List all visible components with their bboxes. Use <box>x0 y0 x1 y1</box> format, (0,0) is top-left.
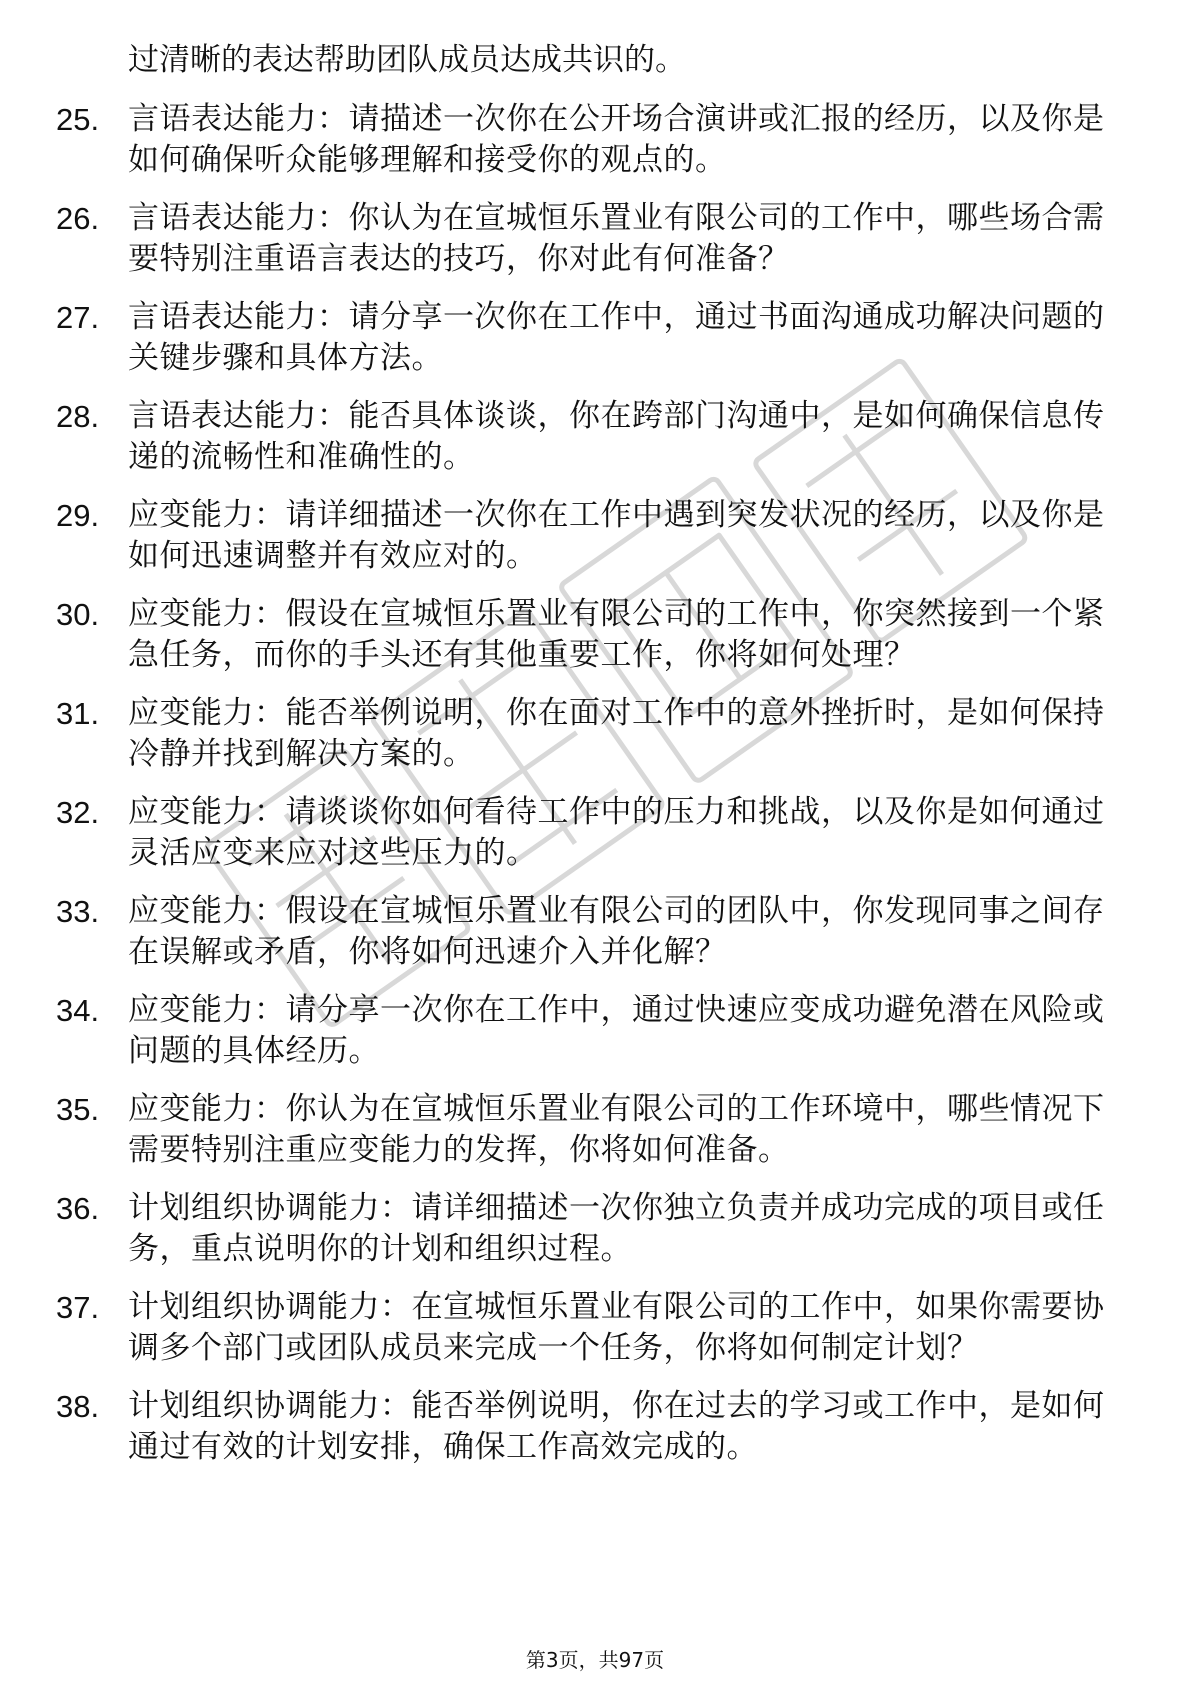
question-item <box>56 693 1126 775</box>
question-text: 应变能力：你认为在宣城恒乐置业有限公司的工作环境中，哪些情况下需要特别注重应变能力的发挥，你将如何准备。 <box>128 1091 1105 1168</box>
question-text: 计划组织协调能力：请详细描述一次你独立负责并成功完成的项目或任务，重点说明你的计划和组织过程。 <box>128 1190 1105 1267</box>
question-text: 应变能力：能否举例说明，你在面对工作中的意外挫折时，是如何保持冷静并找到解决方案的。 <box>128 695 1105 772</box>
question-number: 28. <box>56 399 100 434</box>
question-list <box>56 40 1126 1485</box>
question-text: 言语表达能力：请分享一次你在工作中，通过书面沟通成功解决问题的关键步骤和具体方法。 <box>128 299 1105 376</box>
question-item <box>56 594 1126 676</box>
question-item <box>56 990 1126 1072</box>
question-number: 37. <box>56 1290 100 1325</box>
page-footer: 第3页，共97页 <box>525 1648 665 1672</box>
question-item <box>56 396 1126 478</box>
question-item <box>56 891 1126 973</box>
question-number: 29. <box>56 498 100 533</box>
question-text: 应变能力：请分享一次你在工作中，通过快速应变成功避免潜在风险或问题的具体经历。 <box>128 992 1105 1069</box>
question-text: 言语表达能力：你认为在宣城恒乐置业有限公司的工作中，哪些场合需要特别注重语言表达的技巧，你对此有何准备？ <box>128 200 1105 277</box>
question-number: 33. <box>56 894 100 929</box>
question-text: 言语表达能力：能否具体谈谈，你在跨部门沟通中，是如何确保信息传递的流畅性和准确性的。 <box>128 398 1105 475</box>
question-text: 计划组织协调能力：能否举例说明，你在过去的学习或工作中，是如何通过有效的计划安排，确保工作高效完成的。 <box>128 1388 1105 1465</box>
question-text: 应变能力：请详细描述一次你在工作中遇到突发状况的经历，以及你是如何迅速调整并有效应对的。 <box>128 497 1105 574</box>
question-number: 30. <box>56 597 100 632</box>
continued-text: 过清晰的表达帮助团队成员达成共识的。 <box>128 42 686 78</box>
question-item <box>56 198 1126 280</box>
question-number: 32. <box>56 795 100 830</box>
question-text: 言语表达能力：请描述一次你在公开场合演讲或汇报的经历，以及你是如何确保听众能够理解和接受你的观点的。 <box>128 101 1105 178</box>
question-number: 34. <box>56 993 100 1028</box>
question-item <box>56 1386 1126 1468</box>
question-item <box>56 792 1126 874</box>
question-item <box>56 495 1126 577</box>
question-number: 35. <box>56 1092 100 1127</box>
question-number: 26. <box>56 201 100 236</box>
question-item <box>56 1287 1126 1369</box>
question-number: 36. <box>56 1191 100 1226</box>
question-number: 31. <box>56 696 100 731</box>
question-text: 应变能力：请谈谈你如何看待工作中的压力和挑战，以及你是如何通过灵活应变来应对这些压力的。 <box>128 794 1105 871</box>
question-number: 27. <box>56 300 100 335</box>
question-item <box>56 1089 1126 1171</box>
question-item <box>56 297 1126 379</box>
question-number: 25. <box>56 102 100 137</box>
question-item <box>56 1188 1126 1270</box>
question-text: 应变能力：假设在宣城恒乐置业有限公司的工作中，你突然接到一个紧急任务，而你的手头还有其他重要工作，你将如何处理？ <box>128 596 1105 673</box>
question-text: 应变能力：假设在宣城恒乐置业有限公司的团队中，你发现同事之间存在误解或矛盾，你将如何迅速介入并化解？ <box>128 893 1105 970</box>
question-item <box>56 99 1126 181</box>
question-text: 计划组织协调能力：在宣城恒乐置业有限公司的工作中，如果你需要协调多个部门或团队成员来完成一个任务，你将如何制定计划？ <box>128 1289 1105 1366</box>
question-number: 38. <box>56 1389 100 1424</box>
